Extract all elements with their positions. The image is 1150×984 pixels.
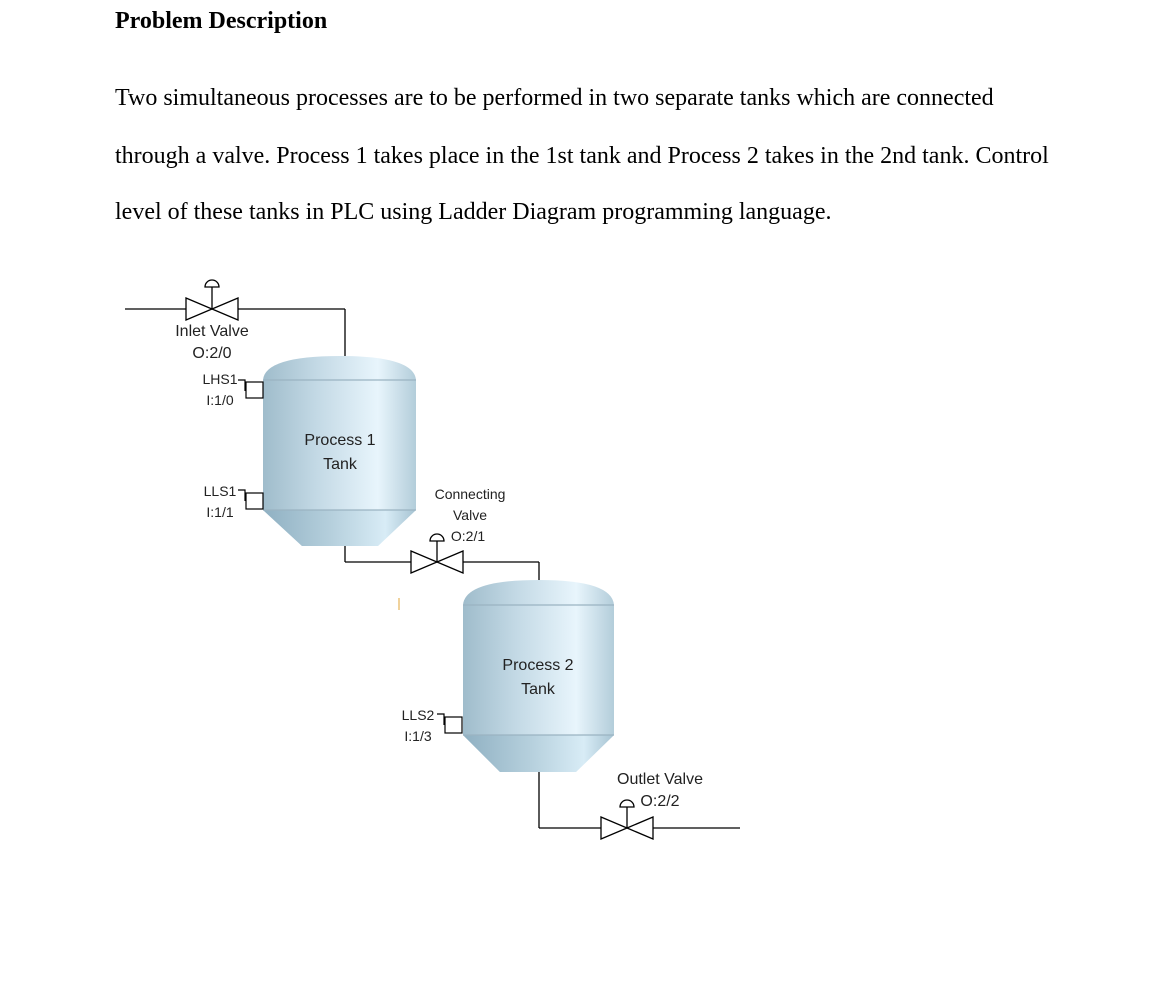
lls2-address: I:1/3: [404, 728, 432, 744]
paragraph-line-2: through a valve. Process 1 takes place in the 1st tank and Process 2 takes in the 2nd tank. Control: [115, 143, 1049, 169]
lhs1-label: LHS1: [202, 371, 238, 387]
process-2-tank: [463, 580, 614, 772]
tank-1-label-line-1: Process 1: [304, 432, 376, 449]
lls1-sensor-icon[interactable]: [238, 490, 263, 509]
tank-2-label-line-1: Process 2: [502, 657, 574, 674]
inlet-valve-label: Inlet Valve: [175, 323, 249, 340]
outlet-valve-address: O:2/2: [640, 793, 680, 810]
inlet-valve-icon[interactable]: [186, 280, 238, 320]
lhs1-address: I:1/0: [206, 392, 234, 408]
lls1-address: I:1/1: [206, 504, 234, 520]
paragraph-line-3: level of these tanks in PLC using Ladder Diagram programming language.: [115, 199, 832, 225]
connecting-valve-address: O:2/1: [450, 528, 486, 544]
tank-2-label-line-2: Tank: [521, 681, 555, 698]
connecting-valve-label-line-1: Connecting: [434, 486, 506, 502]
connecting-valve-label-line-2: Valve: [453, 507, 487, 523]
lhs1-sensor-icon[interactable]: [238, 380, 263, 398]
inlet-valve-address: O:2/0: [192, 345, 232, 362]
lls1-label: LLS1: [203, 483, 237, 499]
section-heading: Problem Description: [115, 8, 328, 34]
process-1-tank: [263, 356, 416, 546]
lls2-sensor-icon[interactable]: [437, 714, 462, 733]
lls2-label: LLS2: [401, 707, 435, 723]
paragraph-line-1: Two simultaneous processes are to be performed in two separate tanks which are connected: [115, 85, 994, 111]
outlet-valve-label: Outlet Valve: [617, 771, 703, 788]
tank-1-label-line-2: Tank: [323, 456, 357, 473]
